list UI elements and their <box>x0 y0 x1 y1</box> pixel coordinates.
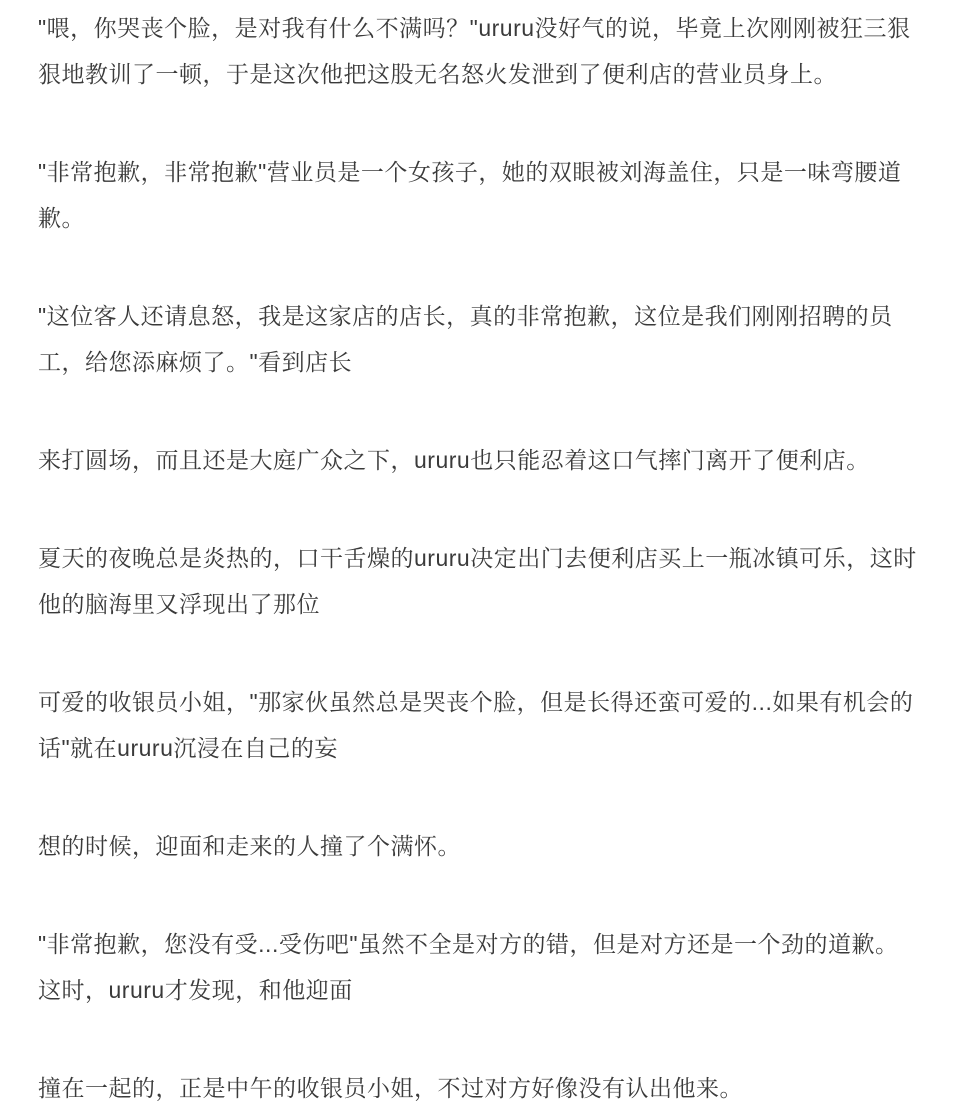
story-paragraph: "喂，你哭丧个脸，是对我有什么不满吗？"ururu没好气的说，毕竟上次刚刚被狂三狠狠地教训了一顿，于是这次他把这股无名怒火发泄到了便利店的营业员身上。 <box>38 15 911 87</box>
story-paragraph: "非常抱歉，非常抱歉"营业员是一个女孩子，她的双眼被刘海盖住，只是一味弯腰道歉。 <box>38 159 902 231</box>
story-paragraph: 来打圆场，而且还是大庭广众之下，ururu也只能忍着这口气摔门离开了便利店。 <box>38 447 870 473</box>
story-paragraph: 想的时候，迎面和走来的人撞了个满怀。 <box>38 833 461 859</box>
story-paragraph: "非常抱歉，您没有受...受伤吧"虽然不全是对方的错，但是对方还是一个劲的道歉。这时，ururu才发现，和他迎面 <box>38 931 899 1003</box>
story-paragraph: 撞在一起的，正是中午的收银员小姐，不过对方好像没有认出他来。 <box>38 1075 743 1101</box>
story-paragraph: 可爱的收银员小姐，"那家伙虽然总是哭丧个脸，但是长得还蛮可爱的...如果有机会的话"就在ururu沉浸在自己的妄 <box>38 689 914 761</box>
story-paragraph: 夏天的夜晚总是炎热的，口干舌燥的ururu决定出门去便利店买上一瓶冰镇可乐，这时他的脑海里又浮现出了那位 <box>38 545 917 617</box>
story-paragraph: "这位客人还请息怒，我是这家店的店长，真的非常抱歉，这位是我们刚刚招聘的员工，给您添麻烦了。"看到店长 <box>38 303 893 375</box>
